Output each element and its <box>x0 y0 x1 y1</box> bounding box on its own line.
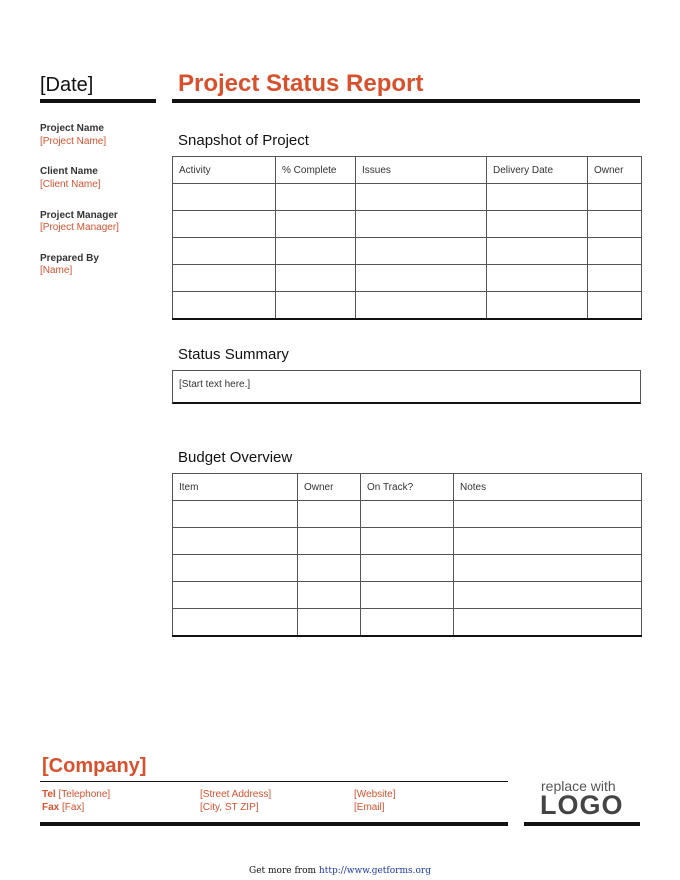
table-row <box>173 555 642 582</box>
company-divider <box>40 781 508 782</box>
table-cell[interactable] <box>173 609 298 637</box>
getforms-link[interactable]: http://www.getforms.org <box>318 866 431 876</box>
table-row <box>173 501 642 528</box>
budget-table <box>172 473 642 637</box>
table-row <box>173 238 642 265</box>
table-cell[interactable] <box>361 528 454 555</box>
table-cell[interactable] <box>173 555 298 582</box>
company-name[interactable]: [Company] <box>42 755 147 777</box>
date-field[interactable]: [Date] <box>40 74 94 96</box>
table-cell[interactable] <box>173 265 276 292</box>
page-title: Project Status Report <box>178 70 424 97</box>
table-cell[interactable] <box>298 528 361 555</box>
table-cell[interactable] <box>356 211 487 238</box>
table-cell[interactable] <box>173 292 276 320</box>
table-cell[interactable] <box>454 555 642 582</box>
fax-line <box>42 802 84 813</box>
table-cell[interactable] <box>356 238 487 265</box>
table-row <box>173 528 642 555</box>
getforms-footer <box>0 866 680 876</box>
table-cell[interactable] <box>361 501 454 528</box>
column-header-owner: Owner <box>298 474 361 501</box>
city-state-zip[interactable]: [City, ST ZIP] <box>200 802 259 813</box>
footer-divider <box>40 822 508 826</box>
project-name-value[interactable]: [Project Name] <box>40 136 107 147</box>
street-address[interactable]: [Street Address] <box>200 789 272 800</box>
table-cell[interactable] <box>173 528 298 555</box>
status-summary-box[interactable] <box>172 370 641 404</box>
table-cell[interactable] <box>276 265 356 292</box>
table-cell[interactable] <box>454 609 642 637</box>
client-name-value[interactable]: [Client Name] <box>40 179 101 190</box>
snapshot-heading: Snapshot of Project <box>178 132 309 149</box>
fax-value[interactable]: [Fax] <box>62 802 85 813</box>
prepared-by-label: Prepared By <box>40 253 99 264</box>
table-cell[interactable] <box>588 292 642 320</box>
table-cell[interactable] <box>173 184 276 211</box>
project-manager-value[interactable]: [Project Manager] <box>40 222 119 233</box>
column-header-owner: Owner <box>588 157 642 184</box>
fax-label: Fax <box>42 802 60 813</box>
table-cell[interactable] <box>173 211 276 238</box>
table-cell[interactable] <box>361 609 454 637</box>
website[interactable]: [Website] <box>354 789 396 800</box>
table-cell[interactable] <box>361 555 454 582</box>
getforms-prefix: Get more from <box>249 866 319 876</box>
budget-overview-heading: Budget Overview <box>178 449 293 466</box>
table-cell[interactable] <box>487 184 588 211</box>
date-divider <box>40 99 156 103</box>
telephone-label: Tel <box>42 789 56 800</box>
budget-header-row <box>173 474 642 501</box>
table-cell[interactable] <box>588 238 642 265</box>
table-cell[interactable] <box>356 184 487 211</box>
table-row <box>173 292 642 320</box>
table-cell[interactable] <box>298 501 361 528</box>
table-cell[interactable] <box>454 501 642 528</box>
client-name-label: Client Name <box>40 166 98 177</box>
table-cell[interactable] <box>276 184 356 211</box>
telephone-value[interactable]: [Telephone] <box>58 789 111 800</box>
snapshot-table <box>172 156 642 320</box>
logo-divider <box>524 822 640 826</box>
column-header-delivery-date: Delivery Date <box>487 157 588 184</box>
table-cell[interactable] <box>487 238 588 265</box>
column-header-item: Item <box>173 474 298 501</box>
table-cell[interactable] <box>487 292 588 320</box>
email[interactable]: [Email] <box>354 802 385 813</box>
table-row <box>173 265 642 292</box>
table-row <box>173 582 642 609</box>
column-header-percent-complete: % Complete <box>276 157 356 184</box>
logo-placeholder[interactable]: LOGO <box>540 790 624 820</box>
table-row <box>173 211 642 238</box>
status-summary-text: [Start text here.] <box>179 379 251 390</box>
table-cell[interactable] <box>173 238 276 265</box>
project-name-label: Project Name <box>40 123 104 134</box>
table-cell[interactable] <box>588 184 642 211</box>
telephone-line <box>42 789 110 800</box>
table-cell[interactable] <box>487 211 588 238</box>
table-cell[interactable] <box>356 292 487 320</box>
title-divider <box>172 99 640 103</box>
column-header-activity: Activity <box>173 157 276 184</box>
table-cell[interactable] <box>356 265 487 292</box>
column-header-issues: Issues <box>356 157 487 184</box>
table-cell[interactable] <box>588 211 642 238</box>
table-cell[interactable] <box>454 528 642 555</box>
status-summary-heading: Status Summary <box>178 346 289 363</box>
snapshot-header-row <box>173 157 642 184</box>
table-cell[interactable] <box>454 582 642 609</box>
table-row <box>173 609 642 637</box>
project-manager-label: Project Manager <box>40 210 118 221</box>
table-cell[interactable] <box>276 292 356 320</box>
logo-caption: replace with <box>541 778 616 794</box>
table-cell[interactable] <box>173 582 298 609</box>
table-cell[interactable] <box>298 555 361 582</box>
table-cell[interactable] <box>298 609 361 637</box>
table-row <box>173 184 642 211</box>
table-cell[interactable] <box>487 265 588 292</box>
column-header-notes: Notes <box>454 474 642 501</box>
table-cell[interactable] <box>361 582 454 609</box>
table-cell[interactable] <box>588 265 642 292</box>
table-cell[interactable] <box>173 501 298 528</box>
table-cell[interactable] <box>298 582 361 609</box>
prepared-by-value[interactable]: [Name] <box>40 265 73 276</box>
table-cell[interactable] <box>276 211 356 238</box>
table-cell[interactable] <box>276 238 356 265</box>
column-header-on-track: On Track? <box>361 474 454 501</box>
